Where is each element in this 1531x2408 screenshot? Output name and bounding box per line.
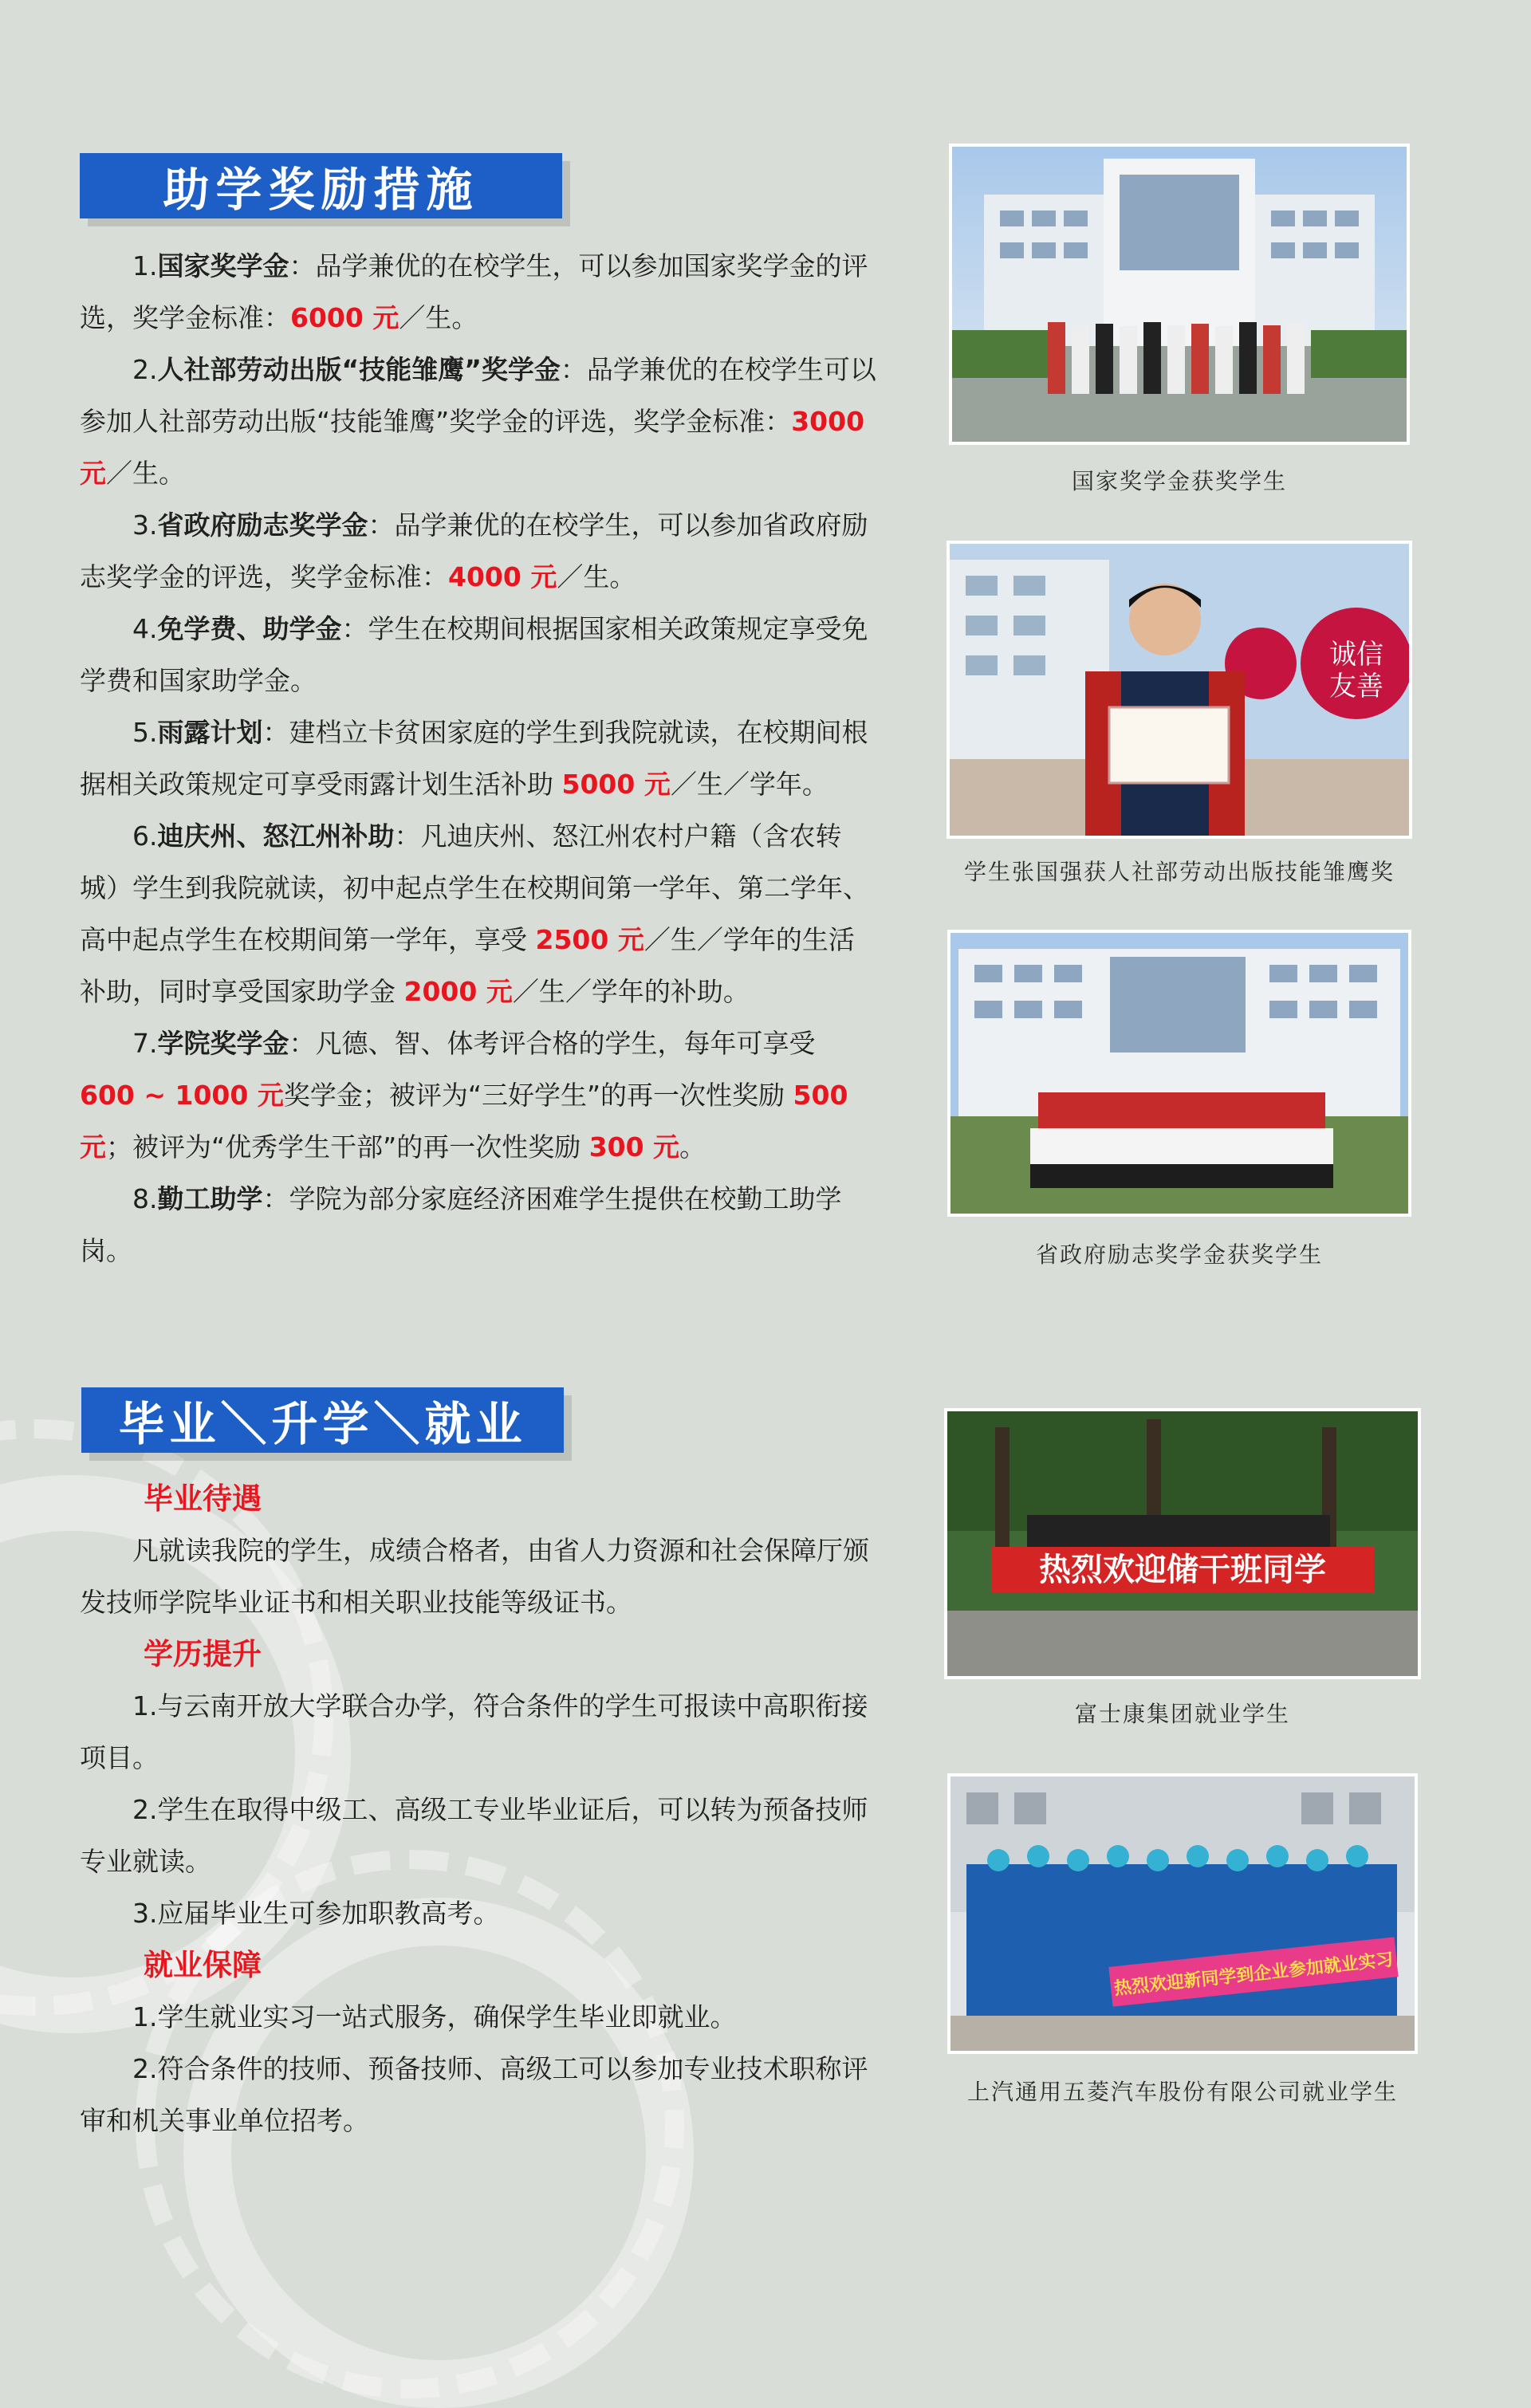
aid-item-title: 雨露计划 bbox=[157, 717, 263, 748]
photo-skill-eagle-award bbox=[947, 541, 1412, 839]
aid-item-text: ；被评为“优秀学生干部”的再一次性奖励 bbox=[106, 1131, 589, 1163]
foxconn-photo-illustration bbox=[947, 1411, 1418, 1676]
aid-item-text: ：凡德、智、体考评合格的学生，每年可享受 bbox=[289, 1028, 816, 1059]
aid-item-text: ：品学兼优的在校学生，可以参加省政府励志奖学金的评选，奖学金标准： bbox=[80, 510, 868, 592]
aid-amount: 4000 元 bbox=[448, 561, 557, 592]
subsection-paragraph: 1.与云南开放大学联合办学，符合条件的学生可报读中高职衔接项目。 bbox=[80, 1690, 868, 1773]
banner-text-sgmw: 热烈欢迎新同学到企业参加就业实习 bbox=[1113, 1950, 1395, 2000]
subsection-heading: 毕业待遇 bbox=[144, 1481, 262, 1516]
aid-item-text: 3. bbox=[132, 510, 158, 541]
aid-item-text: ：学院为部分家庭经济困难学生提供在校勤工助学岗。 bbox=[80, 1183, 842, 1266]
aid-amount: 2500 元 bbox=[535, 924, 644, 955]
caption-foxconn-employment: 富士康集团就业学生 bbox=[1074, 1701, 1290, 1727]
sign-text-integrity: 诚信 bbox=[1329, 639, 1383, 671]
aid-amount: 5000 元 bbox=[561, 769, 671, 800]
group-photo-illustration bbox=[950, 933, 1408, 1214]
caption-sgmw-employment: 上汽通用五菱汽车股份有限公司就业学生 bbox=[966, 2079, 1398, 2105]
campus-photo-illustration bbox=[952, 147, 1407, 442]
photo-national-scholarship bbox=[949, 144, 1410, 445]
aid-item-text: ／生。 bbox=[399, 302, 478, 333]
aid-item bbox=[80, 499, 877, 603]
aid-item-text: ／生／学年的补助。 bbox=[512, 976, 750, 1007]
subsection-paragraph: 1.学生就业实习一站式服务，确保学生毕业即就业。 bbox=[132, 2001, 737, 2032]
subsection-paragraph: 3.应届毕业生可参加职教高考。 bbox=[132, 1898, 500, 1929]
photo-foxconn-employment bbox=[944, 1408, 1421, 1679]
aid-item-text: ／生／学年。 bbox=[670, 769, 828, 800]
photo-provincial-scholarship bbox=[947, 930, 1411, 1217]
subsection-paragraph: 2.符合条件的技师、预备技师、高级工可以参加专业技术职称评审和机关事业单位招考。 bbox=[80, 2053, 868, 2136]
aid-amount: 6000 元 bbox=[290, 302, 399, 333]
aid-item-text: ：凡迪庆州、怒江州农村户籍（含农转城）学生到我院就读，初中起点学生在校期间第一学年、第二学年、高中起点学生在校期间第一学年，享受 bbox=[80, 820, 869, 955]
graduation-employment-content bbox=[80, 1473, 877, 2146]
aid-item-text: 8. bbox=[132, 1183, 158, 1214]
aid-amount: 2000 元 bbox=[403, 976, 513, 1007]
financial-aid-list bbox=[80, 240, 877, 1277]
sgmw-photo-illustration bbox=[950, 1776, 1415, 2051]
aid-item-text: 2. bbox=[132, 354, 158, 385]
subsection-paragraph: 凡就读我院的学生，成绩合格者，由省人力资源和社会保障厅颁发技师学院毕业证书和相关职业技能等级证书。 bbox=[80, 1535, 869, 1618]
aid-item bbox=[80, 810, 877, 1017]
subsection-heading: 学历提升 bbox=[144, 1637, 262, 1671]
aid-item bbox=[80, 706, 877, 810]
subsection-paragraph: 2.学生在取得中级工、高级工专业毕业证后，可以转为预备技师专业就读。 bbox=[80, 1794, 868, 1877]
aid-item-title: 免学费、助学金 bbox=[157, 613, 342, 644]
aid-item-text: ／生。 bbox=[557, 561, 636, 592]
aid-item-text: ：学生在校期间根据国家相关政策规定享受免学费和国家助学金。 bbox=[80, 613, 868, 696]
subsection-heading: 就业保障 bbox=[144, 1948, 262, 1982]
section-title-financial-aid: 助学奖励措施 bbox=[80, 153, 562, 218]
aid-item-title: 勤工助学 bbox=[157, 1183, 263, 1214]
aid-amount: 3000 元 bbox=[80, 406, 865, 489]
aid-item-text: ：建档立卡贫困家庭的学生到我院就读，在校期间根据相关政策规定可享受雨露计划生活补助 bbox=[80, 717, 868, 800]
section-title-graduation-employment: 毕业＼升学＼就业 bbox=[81, 1387, 564, 1453]
student-award-illustration bbox=[950, 544, 1409, 836]
aid-item bbox=[80, 1017, 877, 1173]
aid-item-text: ／生／学年的生活补助，同时享受国家助学金 bbox=[80, 924, 855, 1007]
aid-amount: 500 元 bbox=[80, 1080, 848, 1163]
aid-item bbox=[80, 344, 877, 499]
aid-item-text: ／生。 bbox=[106, 458, 185, 489]
aid-item-text: ：品学兼优的在校学生，可以参加国家奖学金的评选，奖学金标准： bbox=[80, 250, 868, 333]
aid-item-title: 省政府励志奖学金 bbox=[157, 510, 368, 541]
aid-item bbox=[80, 603, 877, 706]
caption-provincial-scholarship: 省政府励志奖学金获奖学生 bbox=[1035, 1241, 1323, 1268]
aid-item-text: ：品学兼优的在校学生可以参加人社部劳动出版“技能雏鹰”奖学金的评选，奖学金标准： bbox=[80, 354, 876, 437]
aid-item bbox=[80, 240, 877, 344]
aid-item-title: 国家奖学金 bbox=[157, 250, 289, 281]
aid-item-text: 1. bbox=[132, 250, 158, 281]
aid-item-text: 。 bbox=[679, 1131, 706, 1163]
aid-amount: 300 元 bbox=[588, 1131, 680, 1163]
aid-item-text: 奖学金；被评为“三好学生”的再一次性奖励 bbox=[283, 1080, 793, 1111]
aid-item-text: 5. bbox=[132, 717, 158, 748]
aid-item-text: 4. bbox=[132, 613, 158, 644]
aid-item-text: 7. bbox=[132, 1028, 158, 1059]
aid-item-title: 学院奖学金 bbox=[157, 1028, 289, 1059]
photo-sgmw-employment bbox=[947, 1773, 1418, 2054]
aid-item-text: 6. bbox=[132, 820, 158, 852]
aid-item-title: 迪庆州、怒江州补助 bbox=[157, 820, 395, 852]
caption-skill-eagle-award: 学生张国强获人社部劳动出版技能雏鹰奖 bbox=[963, 859, 1395, 885]
caption-national-scholarship: 国家奖学金获奖学生 bbox=[1071, 468, 1287, 494]
aid-item-title: 人社部劳动出版“技能雏鹰”奖学金 bbox=[157, 354, 561, 385]
aid-item bbox=[80, 1173, 877, 1277]
banner-text-foxconn: 热烈欢迎储干班同学 bbox=[1039, 1552, 1326, 1588]
aid-amount: 600 ~ 1000 元 bbox=[80, 1080, 284, 1111]
sign-text-friendly: 友善 bbox=[1329, 671, 1383, 702]
